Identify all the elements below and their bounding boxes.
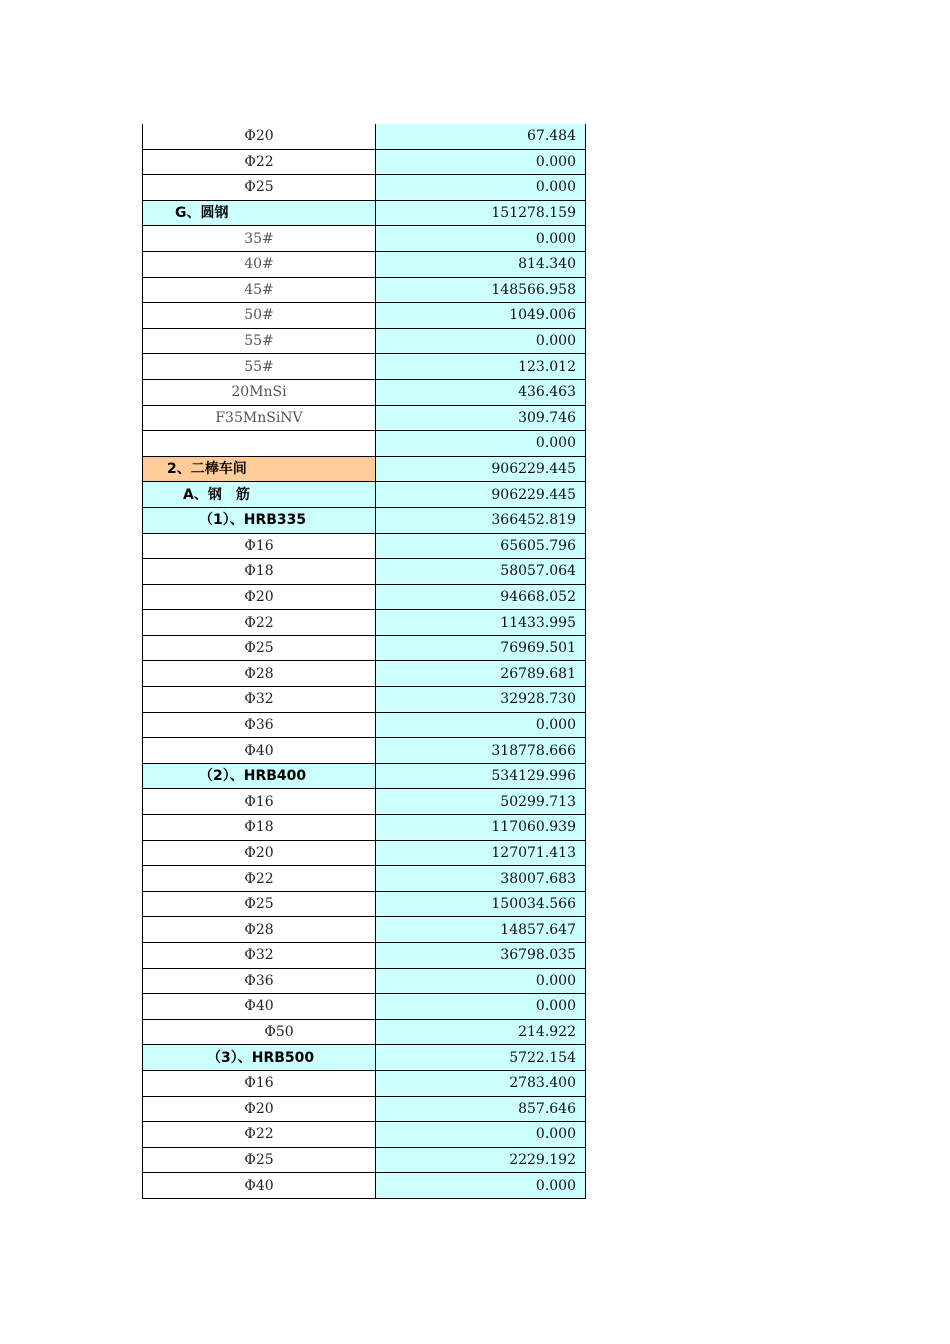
row-label: Φ18 xyxy=(143,815,376,841)
row-value: 76969.501 xyxy=(376,635,586,661)
table-row xyxy=(143,456,586,482)
table-row xyxy=(143,584,586,610)
row-label: Φ20 xyxy=(143,124,376,149)
table-row xyxy=(143,1147,586,1173)
row-value: 94668.052 xyxy=(376,584,586,610)
row-value: 65605.796 xyxy=(376,533,586,559)
row-value: 50299.713 xyxy=(376,789,586,815)
table-row xyxy=(143,379,586,405)
row-value: 0.000 xyxy=(376,328,586,354)
row-value: 309.746 xyxy=(376,405,586,431)
row-label: Φ40 xyxy=(143,1173,376,1199)
table-row xyxy=(143,277,586,303)
row-label: Φ18 xyxy=(143,559,376,585)
row-value: 0.000 xyxy=(376,149,586,175)
table-row xyxy=(143,431,586,457)
row-value: 857.646 xyxy=(376,1096,586,1122)
row-value: 38007.683 xyxy=(376,866,586,892)
row-label: Φ32 xyxy=(143,687,376,713)
table-row xyxy=(143,840,586,866)
row-value: 14857.647 xyxy=(376,917,586,943)
row-value: 0.000 xyxy=(376,712,586,738)
table-row xyxy=(143,789,586,815)
row-value: 436.463 xyxy=(376,379,586,405)
table-row xyxy=(143,124,586,149)
section-label-round-steel: G、圆钢 xyxy=(143,200,376,226)
row-value: 58057.064 xyxy=(376,559,586,585)
table-row xyxy=(143,943,586,969)
section-label-hrb400: （2）、HRB400 xyxy=(143,763,376,789)
row-label: Φ36 xyxy=(143,712,376,738)
row-label: Φ25 xyxy=(143,635,376,661)
section-label-hrb335: （1）、HRB335 xyxy=(143,507,376,533)
row-label: 55# xyxy=(143,328,376,354)
row-label: Φ28 xyxy=(143,661,376,687)
row-label: Φ28 xyxy=(143,917,376,943)
table-row xyxy=(143,763,586,789)
table-row xyxy=(143,405,586,431)
row-label: Φ32 xyxy=(143,943,376,969)
row-label: F35MnSiNV xyxy=(143,405,376,431)
production-table xyxy=(142,124,586,1199)
row-value: 2783.400 xyxy=(376,1070,586,1096)
table-row xyxy=(143,1019,586,1045)
row-value: 2229.192 xyxy=(376,1147,586,1173)
row-label: Φ36 xyxy=(143,968,376,994)
row-label: Φ25 xyxy=(143,891,376,917)
table-row xyxy=(143,1122,586,1148)
row-value: 11433.995 xyxy=(376,610,586,636)
table-row xyxy=(143,687,586,713)
row-label: 40# xyxy=(143,251,376,277)
table-row xyxy=(143,1070,586,1096)
row-label: Φ20 xyxy=(143,584,376,610)
row-label: Φ40 xyxy=(143,994,376,1020)
row-value: 0.000 xyxy=(376,431,586,457)
section-label-rebar: A、钢 筋 xyxy=(143,482,376,508)
table-row xyxy=(143,507,586,533)
table-row xyxy=(143,866,586,892)
row-value: 151278.159 xyxy=(376,200,586,226)
row-value: 127071.413 xyxy=(376,840,586,866)
row-value: 906229.445 xyxy=(376,456,586,482)
row-label: Φ22 xyxy=(143,610,376,636)
row-value: 26789.681 xyxy=(376,661,586,687)
row-value: 123.012 xyxy=(376,354,586,380)
table-row xyxy=(143,968,586,994)
row-label: Φ22 xyxy=(143,866,376,892)
row-value: 36798.035 xyxy=(376,943,586,969)
table-row xyxy=(143,635,586,661)
table-row xyxy=(143,712,586,738)
row-label: Φ25 xyxy=(143,1147,376,1173)
table-row xyxy=(143,1173,586,1199)
row-label-empty xyxy=(143,431,376,457)
row-label: Φ22 xyxy=(143,149,376,175)
table-row xyxy=(143,533,586,559)
row-label: Φ20 xyxy=(143,1096,376,1122)
row-value: 0.000 xyxy=(376,994,586,1020)
table-row xyxy=(143,482,586,508)
table-row xyxy=(143,200,586,226)
row-value: 814.340 xyxy=(376,251,586,277)
table-row xyxy=(143,175,586,201)
row-value: 0.000 xyxy=(376,226,586,252)
row-value: 150034.566 xyxy=(376,891,586,917)
table-row xyxy=(143,303,586,329)
table-row xyxy=(143,917,586,943)
row-value: 32928.730 xyxy=(376,687,586,713)
row-label: Φ16 xyxy=(143,789,376,815)
row-value: 534129.996 xyxy=(376,763,586,789)
table-row xyxy=(143,1045,586,1071)
row-value: 117060.939 xyxy=(376,815,586,841)
section-label-hrb500: （3）、HRB500 xyxy=(143,1045,376,1071)
row-label: Φ16 xyxy=(143,1070,376,1096)
row-value: 148566.958 xyxy=(376,277,586,303)
row-label: Φ20 xyxy=(143,840,376,866)
row-label: Φ22 xyxy=(143,1122,376,1148)
row-value: 214.922 xyxy=(376,1019,586,1045)
row-label: 45# xyxy=(143,277,376,303)
table-row xyxy=(143,149,586,175)
row-value: 0.000 xyxy=(376,175,586,201)
row-value: 67.484 xyxy=(376,124,586,149)
row-value: 5722.154 xyxy=(376,1045,586,1071)
table-row xyxy=(143,738,586,764)
table-row xyxy=(143,328,586,354)
row-label: Φ16 xyxy=(143,533,376,559)
table-row xyxy=(143,891,586,917)
row-value: 0.000 xyxy=(376,1122,586,1148)
table-row xyxy=(143,815,586,841)
table-row xyxy=(143,610,586,636)
row-label: Φ40 xyxy=(143,738,376,764)
row-value: 366452.819 xyxy=(376,507,586,533)
row-value: 906229.445 xyxy=(376,482,586,508)
row-label: 20MnSi xyxy=(143,379,376,405)
row-label: 35# xyxy=(143,226,376,252)
table-row xyxy=(143,226,586,252)
row-value: 1049.006 xyxy=(376,303,586,329)
table-row xyxy=(143,354,586,380)
row-value: 318778.666 xyxy=(376,738,586,764)
row-label: Φ25 xyxy=(143,175,376,201)
row-label: Φ50 xyxy=(143,1019,376,1045)
table-row xyxy=(143,1096,586,1122)
workshop-label: 2、二棒车间 xyxy=(143,456,376,482)
row-label: 55# xyxy=(143,354,376,380)
table-row xyxy=(143,251,586,277)
table-row xyxy=(143,661,586,687)
table-row xyxy=(143,559,586,585)
row-value: 0.000 xyxy=(376,968,586,994)
table-row xyxy=(143,994,586,1020)
row-label: 50# xyxy=(143,303,376,329)
row-value: 0.000 xyxy=(376,1173,586,1199)
